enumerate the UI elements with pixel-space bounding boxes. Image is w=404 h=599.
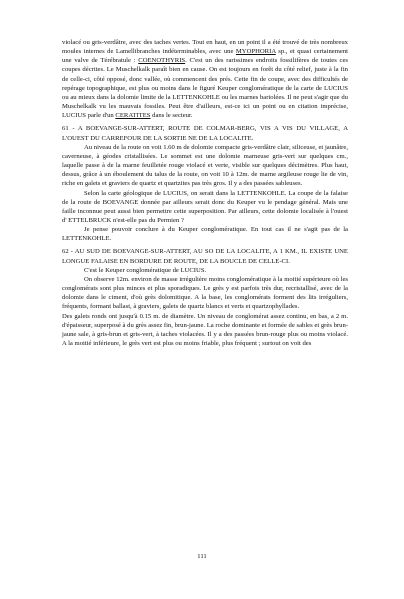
page-body: [62, 38, 348, 348]
text-run: sp., et quasi certainement une valve de Térébratule :: [62, 48, 349, 65]
text-run: violacé ou gris-verdâtre, avec des taches vertes. Tout en haut, en un point il a été trouvé de très nombreux moules internes de Lamellibranches indéterminables, avec une: [62, 39, 348, 56]
taxon-ceratites: CERATITES: [115, 112, 151, 120]
page-number: 111: [197, 553, 207, 560]
taxon-myophoria: MYOPHORIA: [235, 48, 276, 56]
text-run: . C'est un des rarissimes endroits fossilifères de toutes ces coupes décrites. Le Muschelkalk paraît bien en cause. On est toujours en forêt du côté relief, juste à la fin de celle-ci, côté opposé, donc vallée, où commencent des prés. Cette fin de coupe, avec des difficultés de repérage topographique, est plus ou moins dans le figuré Keuper conglomératique de la carte de LUCIUS ou au mieux dans la dolomie limite de la LETTENKOHLE ou les marnes bariolées. Il ne peut s'agir que du Muschelkalk vu les mauvais fossiles. Peut être d'ailleurs, est-ce ici un point ou en citation imprécise, LUCIUS parle d'un: [62, 57, 348, 120]
section-61-paragraph-1: Au niveau de la route on voit 1.60 m de dolomie compacte gris-verdâtre clair, siliceuse, et jaunâtre, caverneuse, à géodes cristallisées. Le sommet est une dolomie marneuse gris-vert sur quelques cm., laquelle passe à de la marne feuilletée rouge violacé et verte, visible sur quelques décimètres. Plus haut, dessus, grâce à un éboulement du talus de la route, on voit 10 à 12m. de marne argileuse rouge lie de vin, riche en galets et graviers de quartz et quartzites pas très gros. Il y a des passées sableuses.: [62, 143, 348, 188]
section-62-heading: 62 - AU SUD DE BOEVANGE-SUR-ATTERT, AU SO DE LA LOCALITE, A 1 KM., IL EXISTE UNE LONGUE FALAISE EN BORDURE DE ROUTE, DE LA BOUCLE DE CELLE-CI.: [62, 248, 348, 265]
section-61-paragraph-2: Selon la carte géologique de LUCIUS, on serait dans la LETTENKOHLE. La coupe de la falaise de la route de BOEVANGE donnée par ailleurs serait donc du Keuper vu le pendage général. Mais une faille inconnue peut aussi bien permettre cette superposition. Par ailleurs, cette dolomie localisée à l'ouest d' ETTELBRUCK n'est-elle pas du Permien ?: [62, 189, 348, 224]
section-62-paragraph-2: On observe 12m. environ de masse irrégulière moins conglomératique à la moitié supérieure où les conglomérats sont plus minces et plus sporadiques. Le grès y est parfois très dur, recristallisé, avec de la dolomie dans le ciment, d'où grès dolomitique. A la base, les conglomérats forment des lits irréguliers, fréquents, formant ballast, à graviers, galets de quartz blancs et verts et quartzophyllades.: [62, 275, 348, 311]
section-61-heading: 61 - A BOEVANGE-SUR-ATTERT, ROUTE DE COLMAR-BERG, VIS A VIS DU VILLAGE, A L'OUEST DU CARREFOUR DE LA SORTIE NE DE LA LOCALITE.: [62, 125, 348, 142]
taxon-coenothyris: COENOTHYRIS: [138, 57, 186, 65]
text-run: dans le secteur.: [150, 112, 193, 120]
section-61-paragraph-3: Je pense pouvoir conclure à du Keuper conglomératique. En tout cas il ne s'agit pas de la LETTENKOHLE.: [62, 226, 348, 243]
section-62-paragraph-1: C'est le Keuper conglomératique de LUCIUS.: [84, 266, 207, 274]
section-62-paragraph-3: Des galets ronds ont jusqu'à 0.15 m. de diamètre. Un niveau de conglomérat assez continu, en bas, a 2 m. d'épaisseur, superposé à du grès assez fin, brun-jaune. La roche dominante et formée de sables et grès brun-jaune sale, à gris-brun et gris-vert, à taches violacées. Il y a des passées brun-rouge plus ou moins violacé. A la moitié inférieure, le grès vert est plus ou moins friable, plus fréquent ; surtout on voit des: [62, 312, 348, 347]
paragraph-continued: [62, 38, 348, 120]
